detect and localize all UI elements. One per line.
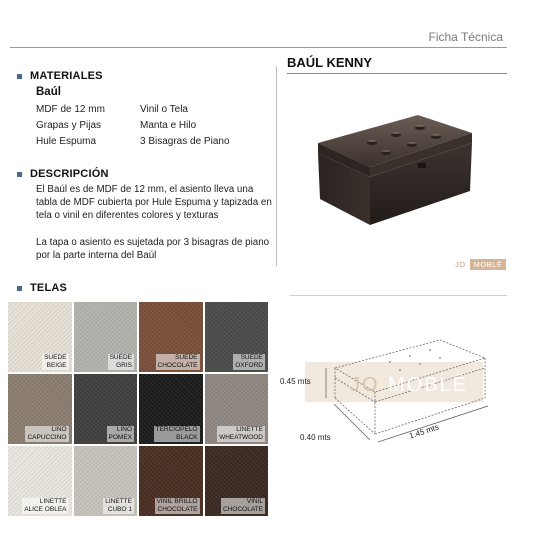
fabric-color: OXFORD: [235, 362, 263, 369]
fabric-type: VINIL: [246, 498, 263, 505]
bullet-icon: [17, 286, 22, 291]
bullet-icon: [17, 172, 22, 177]
brand-logo: [455, 258, 506, 270]
fabric-color: GRIS: [116, 362, 132, 369]
column-divider: [276, 66, 277, 266]
fabric-swatch: [8, 374, 72, 444]
fabric-color: CHOCOLATE: [157, 506, 198, 513]
dimension-drawing: [280, 330, 500, 470]
fabric-type: LINETTE: [236, 426, 263, 433]
fabric-type: SUEDE: [109, 354, 132, 361]
material-item: MDF de 12 mm: [36, 104, 105, 115]
fabric-type: LINO: [51, 426, 67, 433]
material-item: Grapas y Pijas: [36, 120, 102, 131]
section-divider: [290, 295, 507, 296]
descripcion-heading: DESCRIPCIÓN: [30, 168, 109, 180]
brand-logo-moble: MOBLĒ: [470, 259, 507, 270]
fabric-swatch-label: [233, 354, 265, 370]
fabric-swatch: [8, 446, 72, 516]
descripcion-paragraph: El Baúl es de MDF de 12 mm, el asiento lleva una tabla de MDF cubierta por Hule Espuma y tapizada en tela o vinil en diferentes colores y texturas: [36, 184, 272, 221]
fabric-swatch-label: [221, 498, 265, 514]
material-item: Hule Espuma: [36, 136, 97, 147]
fabric-swatch: [139, 374, 203, 444]
fabric-color: CUBO 1: [107, 506, 132, 513]
fabric-swatch: [205, 302, 269, 372]
material-item: Manta e Hilo: [140, 120, 197, 131]
telas-heading: TELAS: [30, 282, 68, 294]
fabric-swatch: [74, 446, 138, 516]
fabric-swatch-label: [103, 498, 134, 514]
fabric-swatch: [205, 446, 269, 516]
material-item: 3 Bisagras de Piano: [140, 136, 230, 147]
fabric-swatch-label: [155, 498, 200, 514]
fabric-type: SUEDE: [240, 354, 263, 361]
fabric-type: SUEDE: [44, 354, 67, 361]
fabric-swatch-label: [42, 354, 68, 370]
fabric-color: CHOCOLATE: [157, 362, 198, 369]
fabric-type: LINETTE: [105, 498, 132, 505]
dimension-diagram: [280, 330, 500, 475]
fabric-type: LINETTE: [39, 498, 67, 505]
fabric-swatch-grid: [8, 302, 268, 516]
depth-dimension-label: 0.40 mts: [300, 433, 331, 442]
watermark-jo: JO: [350, 374, 380, 396]
fabric-type: SUEDE: [175, 354, 198, 361]
fabric-color: ALICE OBLEA: [24, 506, 67, 513]
length-dimension-label: 1.45 mts: [408, 422, 440, 441]
header-divider: [10, 47, 507, 48]
fabric-color: POMEX: [108, 434, 132, 441]
watermark-moble: MOBLĒ: [388, 374, 469, 396]
material-item: Vinil o Tela: [140, 104, 188, 115]
bullet-icon: [17, 74, 22, 79]
fabric-color: WHEATWOOD: [219, 434, 263, 441]
page-header: [0, 0, 533, 48]
fabric-swatch: [74, 302, 138, 372]
fabric-swatch: [74, 374, 138, 444]
fabric-color: CHOCOLATE: [223, 506, 263, 513]
height-dimension-label: 0.45 mts: [280, 377, 311, 386]
product-title: BAÚL KENNY: [287, 55, 372, 70]
fabric-type: TERCIOPELO: [155, 426, 198, 433]
fabric-swatch-label: [22, 498, 68, 514]
fabric-swatch: [8, 302, 72, 372]
fabric-swatch: [139, 446, 203, 516]
page-title: Ficha Técnica: [428, 30, 503, 44]
fabric-swatch-label: [154, 426, 200, 442]
fabric-swatch: [205, 374, 269, 444]
fabric-swatch-label: [25, 426, 68, 442]
fabric-color: BEIGE: [46, 362, 67, 369]
fabric-swatch-label: [108, 354, 134, 370]
fabric-swatch-label: [217, 426, 265, 442]
product-photo: [300, 105, 490, 235]
fabric-swatch-label: [107, 426, 134, 442]
fabric-color: BLACK: [176, 434, 198, 441]
fabric-swatch: [139, 302, 203, 372]
materiales-heading: MATERIALES: [30, 70, 103, 82]
descripcion-paragraph: La tapa o asiento es sujetada por 3 bisagras de piano por la parte interna del Baúl: [36, 237, 270, 261]
fabric-color: CAPUCCINO: [27, 434, 67, 441]
fabric-swatch-label: [156, 354, 200, 370]
fabric-type: VINIL BRILLO: [156, 498, 198, 505]
title-divider: [287, 73, 507, 74]
fabric-type: LINO: [116, 426, 132, 433]
brand-logo-jo: JO: [455, 259, 466, 269]
materiales-subheading: Baúl: [36, 86, 61, 98]
